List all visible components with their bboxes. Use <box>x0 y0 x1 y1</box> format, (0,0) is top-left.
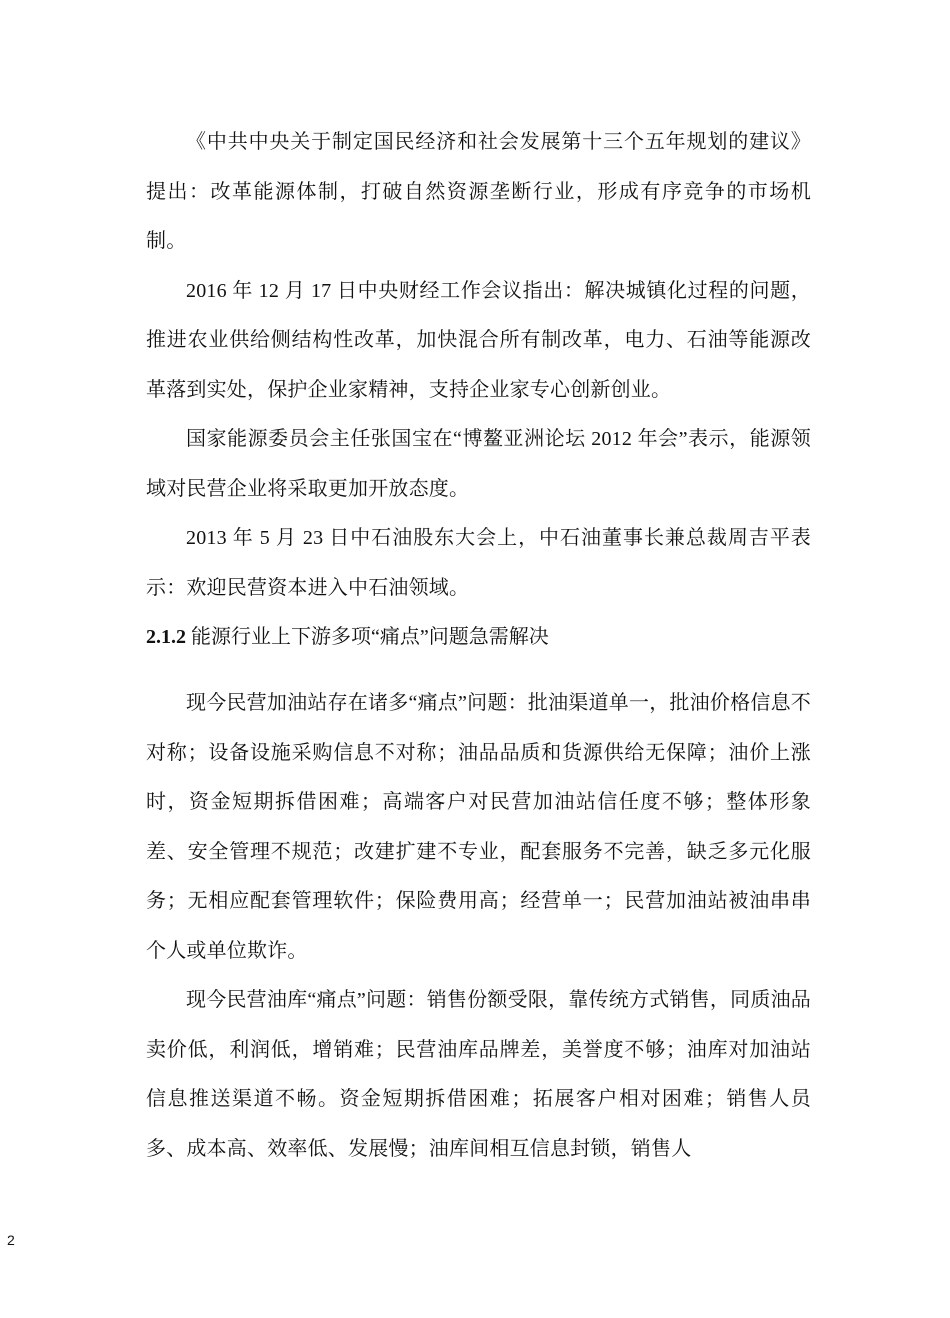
paragraph-gas-station-pain-points: 现今民营加油站存在诸多“痛点”问题：批油渠道单一，批油价格信息不对称；设备设施采购信息不对称；油品品质和货源供给无保障；油价上涨时，资金短期拆借困难；高端客户对民营加油站信任度不够；整体形象差、安全管理不规范；改建扩建不专业，配套服务不完善，缺乏多元化服务；无相应配套管理软件；保险费用高；经营单一；民营加油站被油串串个人或单位欺诈。 <box>146 692 811 962</box>
document-body <box>146 118 811 1174</box>
section-heading <box>146 613 811 679</box>
page-number: 2 <box>7 1232 15 1248</box>
paragraph-central-economic-work-conference: 2016 年 12 月 17 日中央财经工作会议指出：解决城镇化过程的问题，推进农业供给侧结构性改革，加快混合所有制改革，电力、石油等能源改革落到实处，保护企业家精神，支持企业家专心创新创业。 <box>146 279 811 401</box>
paragraph-oil-depot-pain-points: 现今民营油库“痛点”问题：销售份额受限，靠传统方式销售，同质油品卖价低，利润低，增销难；民营油库品牌差，美誉度不够；油库对加油站信息推送渠道不畅。资金短期拆借困难；拓展客户相对困难；销售人员多、成本高、效率低、发展慢；油库间相互信息封锁，销售人 <box>146 989 811 1160</box>
paragraph-petrochina-shareholders-meeting: 2013 年 5 月 23 日中石油股东大会上，中石油董事长兼总裁周吉平表示：欢迎民营资本进入中石油领域。 <box>146 527 811 599</box>
paragraph-boao-forum: 国家能源委员会主任张国宝在“博鳌亚洲论坛 2012 年会”表示，能源领域对民营企业将采取更加开放态度。 <box>146 428 811 500</box>
section-title: 能源行业上下游多项“痛点”问题急需解决 <box>191 626 549 648</box>
paragraph-thirteenth-five-year-plan: 《中共中央关于制定国民经济和社会发展第十三个五年规划的建议》提出：改革能源体制，打破自然资源垄断行业，形成有序竞争的市场机制。 <box>146 131 811 252</box>
section-number: 2.1.2 <box>146 626 186 648</box>
